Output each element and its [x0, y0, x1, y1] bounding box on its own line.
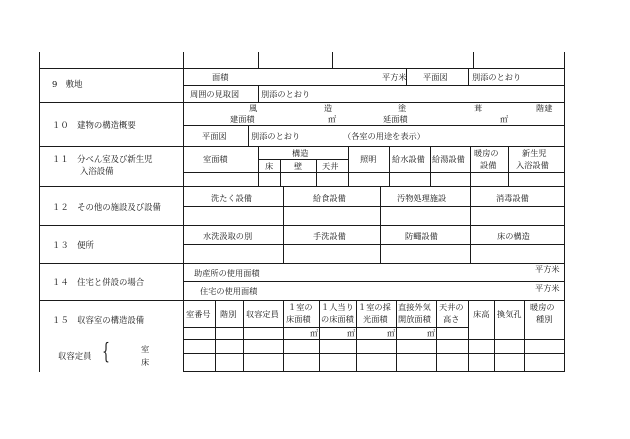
- s10-plan-value: 別添のとおり: [251, 131, 301, 141]
- s15-div-7: [436, 300, 437, 372]
- s10-structure: 造: [324, 103, 333, 113]
- s11-structure: 構造: [292, 148, 309, 158]
- s10-roof: 葺: [474, 103, 483, 113]
- s11-heating-line1: 暖房の: [474, 148, 499, 158]
- s14-residence-unit: 平方米: [535, 283, 560, 293]
- s12-meal: 給食設備: [313, 193, 346, 203]
- s9-plan-value: 別添のとおり: [472, 72, 522, 82]
- s15-div-3: [283, 300, 284, 372]
- s15-div-1: [215, 300, 216, 372]
- s13-mid-line: [183, 244, 565, 245]
- s13-fly-proof: 防蠅設備: [405, 231, 438, 241]
- s9-area-label: 面積: [212, 72, 229, 82]
- s15-room-unit: 室: [141, 344, 150, 354]
- frame-left-border: [39, 52, 40, 372]
- s15-per-person-line1: １人当り: [321, 302, 354, 312]
- s15-opening-line1: 直接外気: [398, 302, 431, 312]
- s11-wall: 壁: [294, 161, 303, 171]
- s11-hot-water: 給湯設備: [432, 154, 465, 164]
- brace-icon: {: [102, 340, 110, 365]
- s11-div-wall-ceiling: [316, 159, 317, 186]
- s11-div-5: [470, 146, 471, 186]
- s11-label-line2: 入浴設備: [80, 166, 114, 176]
- sep-s15-top: [39, 300, 565, 301]
- s11-div-2: [348, 146, 349, 186]
- s15-header-line: [183, 327, 468, 328]
- s12-div-2: [380, 186, 381, 225]
- s9-div-2: [468, 68, 469, 85]
- top-divider-1: [258, 52, 259, 68]
- s15-row-line-1: [183, 339, 565, 340]
- s15-per-person-line2: の床面積: [321, 314, 354, 324]
- s15-vent: 換気孔: [497, 309, 522, 319]
- s11-room-area: 室面積: [203, 154, 228, 164]
- sep-s13-top: [39, 225, 565, 226]
- s13-handwash: 手洗設備: [313, 231, 346, 241]
- s11-div-1: [258, 146, 259, 186]
- s15-heating-line1: 暖房の: [530, 302, 555, 312]
- s14-residence-area: 住宅の使用面積: [200, 286, 258, 296]
- s15-label: １５ 収容室の構造設備: [52, 315, 145, 325]
- s15-div-6: [396, 300, 397, 372]
- s12-div-1: [283, 186, 284, 225]
- s12-laundry: 洗たく設備: [211, 193, 252, 203]
- s11-div-6: [508, 146, 509, 186]
- s13-floor-structure: 床の構造: [497, 231, 530, 241]
- s10-label: １０ 建物の構造概要: [52, 120, 136, 130]
- s15-room-area-line2: 床面積: [286, 314, 311, 324]
- s15-opening-unit: ㎡: [427, 328, 436, 338]
- s13-label: １３ 便所: [52, 240, 94, 250]
- s15-capacity: 収容定員: [246, 309, 279, 319]
- s11-label-line1: １１ 分べん室及び新生児: [52, 154, 153, 164]
- s15-div-5: [356, 300, 357, 372]
- s11-floor: 床: [265, 161, 274, 171]
- s15-div-10: [524, 300, 525, 372]
- s11-heating-line2: 設備: [480, 160, 497, 170]
- s11-lighting: 照明: [360, 154, 377, 164]
- s15-room-area-line1: １室の: [288, 302, 313, 312]
- s10-building-area: 建面積: [230, 114, 255, 124]
- s14-mid-line: [183, 281, 565, 282]
- s9-area-unit: 平方米: [382, 72, 407, 82]
- s15-div-9: [494, 300, 495, 372]
- s15-div-8: [468, 300, 469, 372]
- s10-wind: 風: [249, 103, 258, 113]
- s10-total-floor-area: 延面積: [383, 114, 408, 124]
- s15-bottom-line: [183, 371, 565, 372]
- s11-subheader-line: [258, 159, 348, 160]
- s12-div-3: [470, 186, 471, 225]
- sep-s9-top: [39, 68, 565, 69]
- sep-s11-top: [39, 146, 565, 147]
- s9-surroundings-value: 別添のとおり: [261, 89, 311, 99]
- s15-ceiling-line1: 天井の: [439, 302, 464, 312]
- s15-capacity-label: 収容定員: [58, 351, 92, 361]
- s13-div-1: [283, 225, 284, 263]
- s14-label: １４ 住宅と併設の場合: [52, 277, 145, 287]
- label-column-divider: [183, 52, 184, 372]
- top-divider-3: [473, 52, 474, 68]
- s11-newborn-line1: 新生児: [522, 148, 547, 158]
- s13-flush: 水洗汲取の別: [203, 231, 253, 241]
- s15-lighting-area-line2: 光面積: [363, 314, 388, 324]
- s15-room-no: 室番号: [186, 309, 211, 319]
- s9-plan-label: 平面図: [423, 72, 448, 82]
- s12-label: １２ その他の施設及び設備: [52, 202, 161, 212]
- s10-plan-label: 平面図: [202, 131, 227, 141]
- s15-floor-height: 床高: [473, 309, 490, 319]
- s12-sewage: 汚物処理施設: [397, 193, 447, 203]
- s10-coating: 塗: [398, 103, 407, 113]
- s15-row-line-2: [183, 353, 565, 354]
- s15-opening-line2: 開放面積: [398, 314, 431, 324]
- s10-div-1: [248, 125, 249, 146]
- s11-ceiling: 天井: [322, 161, 339, 171]
- s9-surroundings-label: 周囲の見取図: [190, 89, 240, 99]
- s10-building-area-unit: ㎡: [328, 114, 337, 124]
- s15-heating-line2: 種別: [536, 314, 553, 324]
- s10-floors: 階建: [536, 103, 553, 113]
- sep-s10-top: [39, 102, 565, 103]
- s12-mid-line: [183, 206, 565, 207]
- s10-total-floor-area-unit: ㎡: [500, 114, 509, 124]
- s9-div-3: [258, 85, 259, 102]
- s11-newborn-line2: 入浴設備: [516, 160, 549, 170]
- s15-lighting-area-unit: ㎡: [387, 328, 396, 338]
- s11-div-3: [389, 146, 390, 186]
- s15-lighting-area-line1: １室の採: [358, 302, 391, 312]
- s12-disinfection: 消毒設備: [496, 193, 529, 203]
- s15-room-area-unit: ㎡: [310, 328, 319, 338]
- sep-s14-top: [39, 263, 565, 264]
- s9-label: 9 敷地: [52, 79, 83, 89]
- s15-div-2: [243, 300, 244, 372]
- s10-mid-line: [183, 125, 565, 126]
- s15-bed-unit: 床: [141, 357, 150, 367]
- s13-div-2: [380, 225, 381, 263]
- s11-water-supply: 給水設備: [392, 154, 425, 164]
- s11-div-4: [430, 146, 431, 186]
- s13-div-3: [470, 225, 471, 263]
- s9-mid-line: [183, 85, 565, 86]
- sep-s12-top: [39, 186, 565, 187]
- s11-div-floor-wall: [280, 159, 281, 186]
- s14-midwifery-unit: 平方米: [535, 264, 560, 274]
- s15-div-4: [319, 300, 320, 372]
- frame-right-border: [564, 52, 565, 372]
- s15-floor-level: 階別: [220, 309, 237, 319]
- s14-midwifery-area: 助産所の使用面積: [194, 268, 260, 278]
- s15-per-person-unit: ㎡: [347, 328, 356, 338]
- top-divider-2: [332, 52, 333, 68]
- s15-ceiling-line2: 高さ: [443, 314, 460, 324]
- s10-note: （各室の用途を表示）: [343, 131, 425, 141]
